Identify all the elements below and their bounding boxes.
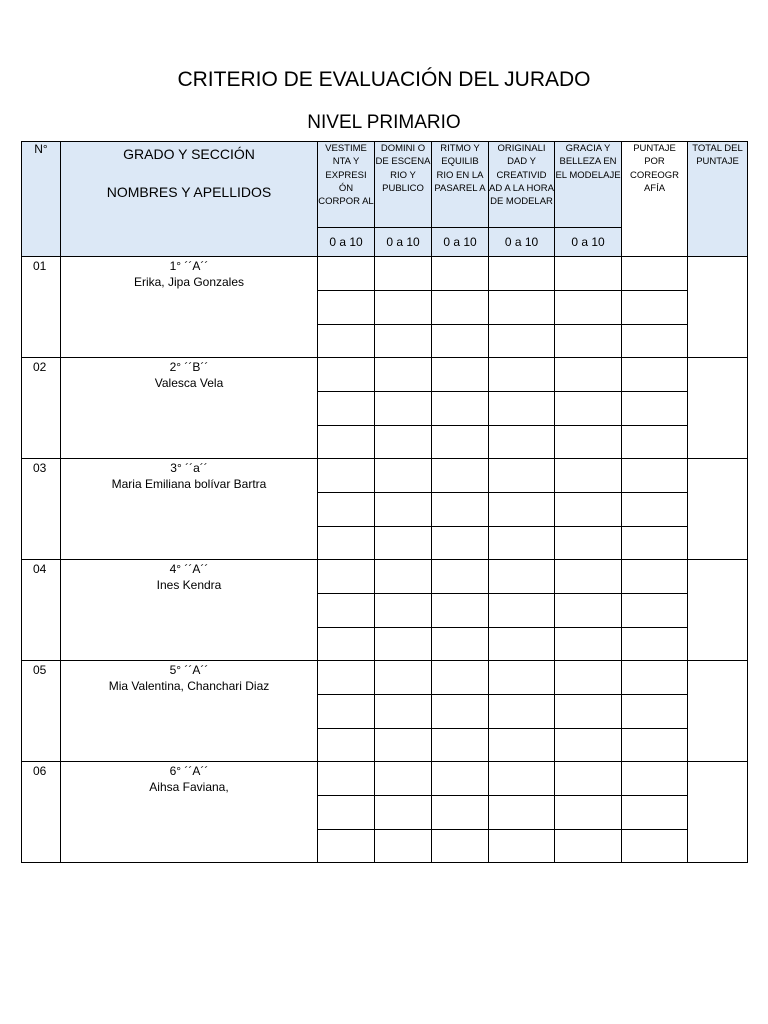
score-cell[interactable] xyxy=(318,291,375,325)
score-cell[interactable] xyxy=(489,695,555,729)
score-cell[interactable] xyxy=(555,560,622,594)
score-cell[interactable] xyxy=(318,325,375,358)
score-cell[interactable] xyxy=(622,459,688,493)
table-row xyxy=(22,459,748,493)
score-cell[interactable] xyxy=(432,594,489,628)
score-cell[interactable] xyxy=(622,325,688,358)
score-cell[interactable] xyxy=(489,493,555,527)
score-cell[interactable] xyxy=(555,628,622,661)
student-cell xyxy=(61,358,318,459)
score-cell[interactable] xyxy=(318,628,375,661)
student-name: Valesca Vela xyxy=(154,376,224,390)
score-cell[interactable] xyxy=(375,358,432,392)
header-total: TOTAL DEL PUNTAJE xyxy=(688,142,748,257)
student-grade: 5° ´´A´´ xyxy=(169,663,209,677)
score-cell[interactable] xyxy=(432,796,489,830)
document-subtitle: NIVEL PRIMARIO xyxy=(307,112,461,133)
score-cell[interactable] xyxy=(622,661,688,695)
score-cell[interactable] xyxy=(318,830,375,863)
score-cell[interactable] xyxy=(622,695,688,729)
score-cell[interactable] xyxy=(489,426,555,459)
student-name: Aihsa Faviana, xyxy=(149,780,229,794)
score-cell[interactable] xyxy=(375,426,432,459)
score-cell[interactable] xyxy=(375,594,432,628)
student-grade: 6° ´´A´´ xyxy=(169,764,209,778)
score-cell[interactable] xyxy=(622,426,688,459)
score-cell[interactable] xyxy=(555,325,622,358)
header-criterion-2: DOMINI O DE ESCENA RIO Y PUBLICO xyxy=(375,142,432,228)
header-names: NOMBRES Y APELLIDOS xyxy=(106,184,272,200)
score-cell[interactable] xyxy=(375,628,432,661)
score-cell[interactable] xyxy=(622,729,688,762)
score-cell[interactable] xyxy=(489,762,555,796)
header-grade-names xyxy=(61,142,318,257)
score-cell[interactable] xyxy=(375,560,432,594)
score-cell[interactable] xyxy=(622,830,688,863)
score-cell[interactable] xyxy=(622,392,688,426)
score-cell[interactable] xyxy=(375,493,432,527)
score-cell[interactable] xyxy=(489,325,555,358)
student-cell xyxy=(61,459,318,560)
score-cell[interactable] xyxy=(432,560,489,594)
score-cell[interactable] xyxy=(432,830,489,863)
score-cell[interactable] xyxy=(432,729,489,762)
header-scale-4: 0 a 10 xyxy=(489,228,555,257)
student-name: Maria Emiliana bolívar Bartra xyxy=(111,477,267,491)
score-cell[interactable] xyxy=(622,291,688,325)
score-cell[interactable] xyxy=(375,695,432,729)
score-cell[interactable] xyxy=(318,594,375,628)
student-cell xyxy=(61,257,318,358)
score-cell[interactable] xyxy=(432,661,489,695)
score-cell[interactable] xyxy=(375,762,432,796)
header-choreography: PUNTAJE POR COREOGR AFÍA xyxy=(622,142,688,257)
total-cell[interactable] xyxy=(688,257,748,358)
row-number: 01 xyxy=(22,257,61,358)
student-grade: 3° ´´a´´ xyxy=(170,461,208,475)
student-grade: 4° ´´A´´ xyxy=(169,562,209,576)
table-row xyxy=(22,762,748,796)
score-cell[interactable] xyxy=(432,291,489,325)
score-cell[interactable] xyxy=(555,493,622,527)
score-cell[interactable] xyxy=(555,830,622,863)
score-cell[interactable] xyxy=(489,459,555,493)
score-cell[interactable] xyxy=(318,729,375,762)
score-cell[interactable] xyxy=(622,762,688,796)
score-cell[interactable] xyxy=(622,257,688,291)
row-number: 06 xyxy=(22,762,61,863)
score-cell[interactable] xyxy=(622,527,688,560)
score-cell[interactable] xyxy=(432,628,489,661)
document-title: CRITERIO DE EVALUACIÓN DEL JURADO xyxy=(177,68,591,91)
score-cell[interactable] xyxy=(489,392,555,426)
score-cell[interactable] xyxy=(432,493,489,527)
score-cell[interactable] xyxy=(318,257,375,291)
total-cell[interactable] xyxy=(688,762,748,863)
score-cell[interactable] xyxy=(555,291,622,325)
score-cell[interactable] xyxy=(555,729,622,762)
score-cell[interactable] xyxy=(489,796,555,830)
total-cell[interactable] xyxy=(688,358,748,459)
score-cell[interactable] xyxy=(555,695,622,729)
score-cell[interactable] xyxy=(375,527,432,560)
score-cell[interactable] xyxy=(622,358,688,392)
row-number: 03 xyxy=(22,459,61,560)
score-cell[interactable] xyxy=(432,358,489,392)
score-cell[interactable] xyxy=(555,459,622,493)
table-row xyxy=(22,560,748,594)
student-cell xyxy=(61,661,318,762)
score-cell[interactable] xyxy=(432,459,489,493)
score-cell[interactable] xyxy=(489,830,555,863)
score-cell[interactable] xyxy=(622,796,688,830)
score-cell[interactable] xyxy=(432,762,489,796)
score-cell[interactable] xyxy=(622,594,688,628)
student-name: Mia Valentina, Chanchari Diaz xyxy=(108,679,270,693)
score-cell[interactable] xyxy=(318,560,375,594)
score-cell[interactable] xyxy=(555,257,622,291)
score-cell[interactable] xyxy=(375,796,432,830)
table-row xyxy=(22,257,748,291)
score-cell[interactable] xyxy=(555,594,622,628)
student-cell xyxy=(61,560,318,661)
score-cell[interactable] xyxy=(489,628,555,661)
score-cell[interactable] xyxy=(318,762,375,796)
student-grade: 2° ´´B´´ xyxy=(169,360,209,374)
score-cell[interactable] xyxy=(318,426,375,459)
score-cell[interactable] xyxy=(432,426,489,459)
score-cell[interactable] xyxy=(318,661,375,695)
score-cell[interactable] xyxy=(432,392,489,426)
student-name: Erika, Jipa Gonzales xyxy=(133,275,245,289)
score-cell[interactable] xyxy=(489,661,555,695)
header-scale-1: 0 a 10 xyxy=(318,228,375,257)
student-grade: 1° ´´A´´ xyxy=(169,259,209,273)
score-cell[interactable] xyxy=(375,325,432,358)
header-scale-5: 0 a 10 xyxy=(555,228,622,257)
score-cell[interactable] xyxy=(489,729,555,762)
score-cell[interactable] xyxy=(555,527,622,560)
header-scale-3: 0 a 10 xyxy=(432,228,489,257)
score-cell[interactable] xyxy=(318,695,375,729)
score-cell[interactable] xyxy=(622,560,688,594)
score-cell[interactable] xyxy=(555,358,622,392)
score-cell[interactable] xyxy=(432,325,489,358)
total-cell[interactable] xyxy=(688,661,748,762)
score-cell[interactable] xyxy=(318,392,375,426)
row-number: 05 xyxy=(22,661,61,762)
header-criterion-4: ORIGINALI DAD Y CREATIVID AD A LA HORA DE MODELAR xyxy=(489,142,555,228)
score-cell[interactable] xyxy=(318,358,375,392)
score-cell[interactable] xyxy=(375,257,432,291)
header-criterion-3: RITMO Y EQUILIB RIO EN LA PASAREL A xyxy=(432,142,489,228)
score-cell[interactable] xyxy=(375,830,432,863)
score-cell[interactable] xyxy=(555,661,622,695)
score-cell[interactable] xyxy=(622,493,688,527)
score-cell[interactable] xyxy=(555,426,622,459)
row-number: 02 xyxy=(22,358,61,459)
score-cell[interactable] xyxy=(432,257,489,291)
student-cell xyxy=(61,762,318,863)
header-criterion-1: VESTIME NTA Y EXPRESI ÓN CORPOR AL xyxy=(318,142,375,228)
score-cell[interactable] xyxy=(318,459,375,493)
score-cell[interactable] xyxy=(375,459,432,493)
score-cell[interactable] xyxy=(555,796,622,830)
total-cell[interactable] xyxy=(688,560,748,661)
score-cell[interactable] xyxy=(432,527,489,560)
total-cell[interactable] xyxy=(688,459,748,560)
score-cell[interactable] xyxy=(489,358,555,392)
score-cell[interactable] xyxy=(489,527,555,560)
evaluation-table xyxy=(21,141,748,863)
student-name: Ines Kendra xyxy=(156,578,222,592)
score-cell[interactable] xyxy=(318,796,375,830)
score-cell[interactable] xyxy=(622,628,688,661)
table-row xyxy=(22,661,748,695)
score-cell[interactable] xyxy=(375,729,432,762)
score-cell[interactable] xyxy=(375,291,432,325)
score-cell[interactable] xyxy=(555,762,622,796)
score-cell[interactable] xyxy=(489,560,555,594)
score-cell[interactable] xyxy=(318,527,375,560)
header-scale-2: 0 a 10 xyxy=(375,228,432,257)
header-grade: GRADO Y SECCIÓN xyxy=(123,146,255,162)
score-cell[interactable] xyxy=(375,661,432,695)
score-cell[interactable] xyxy=(375,392,432,426)
score-cell[interactable] xyxy=(489,594,555,628)
score-cell[interactable] xyxy=(489,291,555,325)
header-criterion-5: GRACIA Y BELLEZA EN EL MODELAJE xyxy=(555,142,622,228)
score-cell[interactable] xyxy=(489,257,555,291)
header-number: N° xyxy=(22,142,61,257)
score-cell[interactable] xyxy=(318,493,375,527)
table-row xyxy=(22,358,748,392)
score-cell[interactable] xyxy=(555,392,622,426)
row-number: 04 xyxy=(22,560,61,661)
score-cell[interactable] xyxy=(432,695,489,729)
